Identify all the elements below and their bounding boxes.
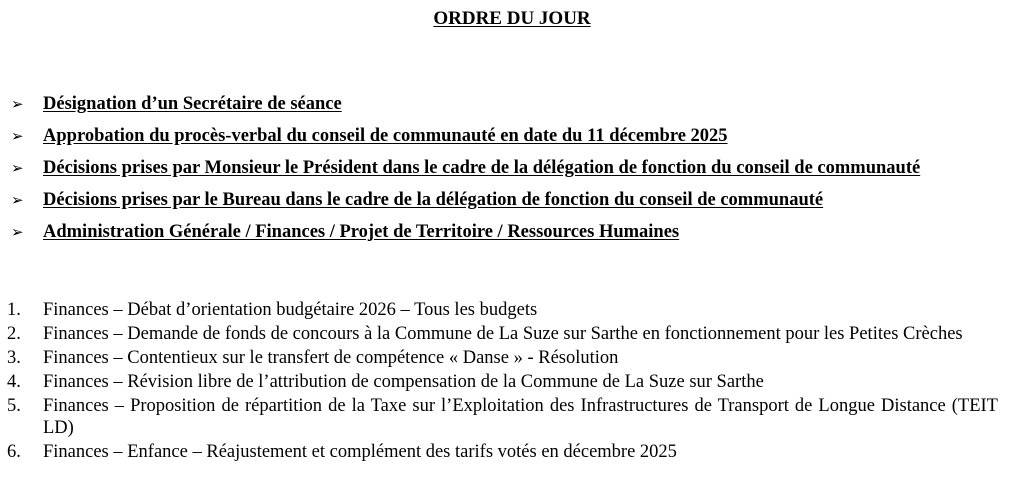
agenda-bullet-item: [0, 157, 1024, 179]
item-number: 4.: [7, 372, 21, 392]
item-text: Finances – Contentieux sur le transfert de compétence « Danse » - Résolution: [43, 348, 619, 368]
agenda-bullet-item: [0, 221, 1024, 243]
agenda-bullet-list: [0, 93, 1024, 253]
item-text: Finances – Proposition de répartition de la Taxe sur l’Exploitation des Infrastructures de Transport de Longue Distance (TEIT LD): [43, 396, 998, 438]
arrowhead-right-icon: ➢: [11, 191, 24, 209]
item-text: Finances – Débat d’orientation budgétaire 2026 – Tous les budgets: [43, 300, 538, 320]
agenda-bullet-item: [0, 189, 1024, 211]
item-number: 1.: [7, 300, 21, 320]
agenda-numbered-list: [0, 299, 1024, 465]
agenda-bullet-text: Administration Générale / Finances / Projet de Territoire / Ressources Humaines: [43, 222, 680, 242]
arrowhead-right-icon: ➢: [11, 95, 24, 113]
page-title: ORDRE DU JOUR: [433, 8, 591, 29]
arrowhead-right-icon: ➢: [11, 159, 24, 177]
agenda-numbered-item: [0, 371, 1024, 393]
agenda-numbered-item: [0, 347, 1024, 369]
agenda-numbered-item: [0, 299, 1024, 321]
item-text: Finances – Révision libre de l’attribution de compensation de la Commune de La Suze sur Sarthe: [43, 372, 764, 392]
agenda-bullet-item: [0, 93, 1024, 115]
item-text: Finances – Enfance – Réajustement et complément des tarifs votés en décembre 2025: [43, 442, 677, 462]
item-number: 3.: [7, 348, 21, 368]
item-number: 2.: [7, 324, 21, 344]
agenda-bullet-text: Désignation d’un Secrétaire de séance: [43, 94, 342, 114]
item-number: 6.: [7, 442, 21, 462]
agenda-bullet-text: Décisions prises par Monsieur le Président dans le cadre de la délégation de fonction du conseil de communauté: [43, 158, 921, 178]
agenda-bullet-text: Décisions prises par le Bureau dans le cadre de la délégation de fonction du conseil de communauté: [43, 190, 824, 210]
agenda-numbered-item: [0, 441, 1024, 463]
arrowhead-right-icon: ➢: [11, 127, 24, 145]
agenda-bullet-item: [0, 125, 1024, 147]
agenda-numbered-item: [0, 323, 1024, 345]
item-text: Finances – Demande de fonds de concours à la Commune de La Suze sur Sarthe en fonctionnement pour les Petites Crèches: [43, 324, 963, 344]
agenda-numbered-item: [0, 395, 1024, 439]
arrowhead-right-icon: ➢: [11, 223, 24, 241]
agenda-bullet-text: Approbation du procès-verbal du conseil de communauté en date du 11 décembre 2025: [43, 126, 728, 146]
item-number: 5.: [7, 396, 21, 416]
